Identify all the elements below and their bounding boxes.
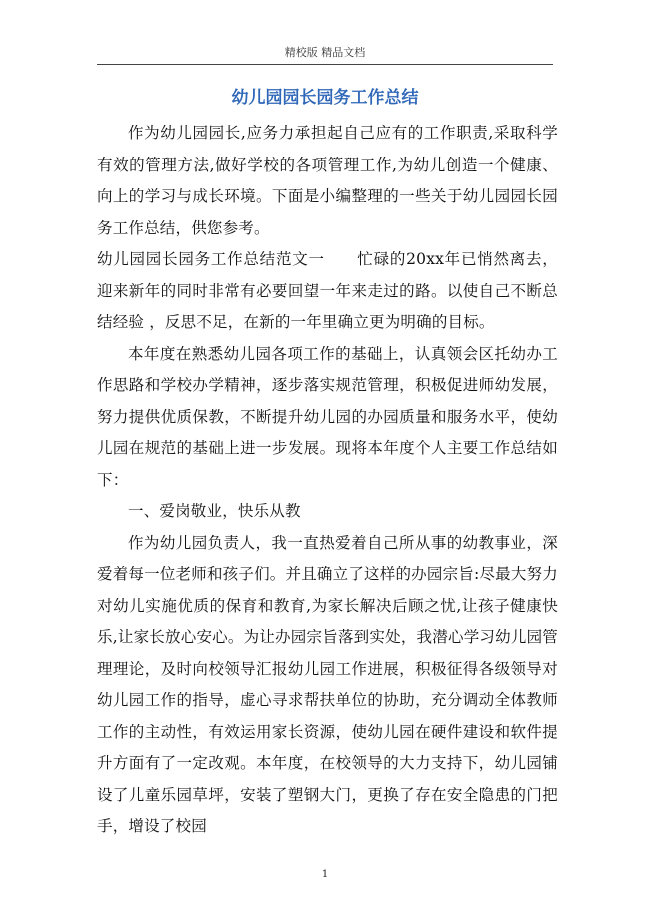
- overview-paragraph: 本年度在熟悉幼儿园各项工作的基础上，认真领会区托幼办工作思路和学校办学精神，逐步落实规范管理，积极促进师幼发展，努力提供优质保教，不断提升幼儿园的办园质量和服务水平，使幼儿园在规范的基础上进一步发展。现将本年度个人主要工作总结如下：: [97, 344, 558, 489]
- section-heading: 一、爱岗敬业，快乐从教: [128, 502, 301, 520]
- document-body: [97, 118, 558, 843]
- page-number: 1: [321, 869, 329, 880]
- section-paragraph: 作为幼儿园负责人，我一直热爱着自己所从事的幼教事业，深爱着每一位老师和孩子们。并且确立了这样的办园宗旨:尽最大努力对幼儿实施优质的保育和教育,为家长解决后顾之忧,让孩子健康快乐,让家长放心安心。为让办园宗旨落到实处，我潜心学习幼儿园管理理论，及时向校领导汇报幼儿园工作进展，积极征得各级领导对幼儿园工作的指导，虚心寻求帮扶单位的协助，充分调动全体教师工作的主动性，有效运用家长资源，使幼儿园在硬件建设和软件提升方面有了一定改观。本年度，在校领导的大力支持下，幼儿园铺设了儿童乐园草坪，安装了塑钢大门，更换了存在安全隐患的门把手，增设了校园: [97, 533, 558, 835]
- intro-paragraph: 作为幼儿园园长,应务力承担起自己应有的工作职责,采取科学有效的管理方法,做好学校的各项管理工作,为幼儿创造一个健康、向上的学习与成长环境。下面是小编整理的一些关于幼儿园园长园务工作总结，供您参考。: [97, 124, 558, 237]
- header-divider: [97, 64, 553, 65]
- document-title: 幼儿园园长园务工作总结: [231, 88, 419, 108]
- page-header: 精校版 精品文档: [284, 46, 366, 59]
- sample-one-paragraph: 幼儿园园长园务工作总结范文一 忙碌的20xx年已悄然离去，迎来新年的同时非常有必要回望一年来走过的路。以使自己不断总结经验 ，反思不足，在新的一年里确立更为明确的目标。: [97, 250, 558, 331]
